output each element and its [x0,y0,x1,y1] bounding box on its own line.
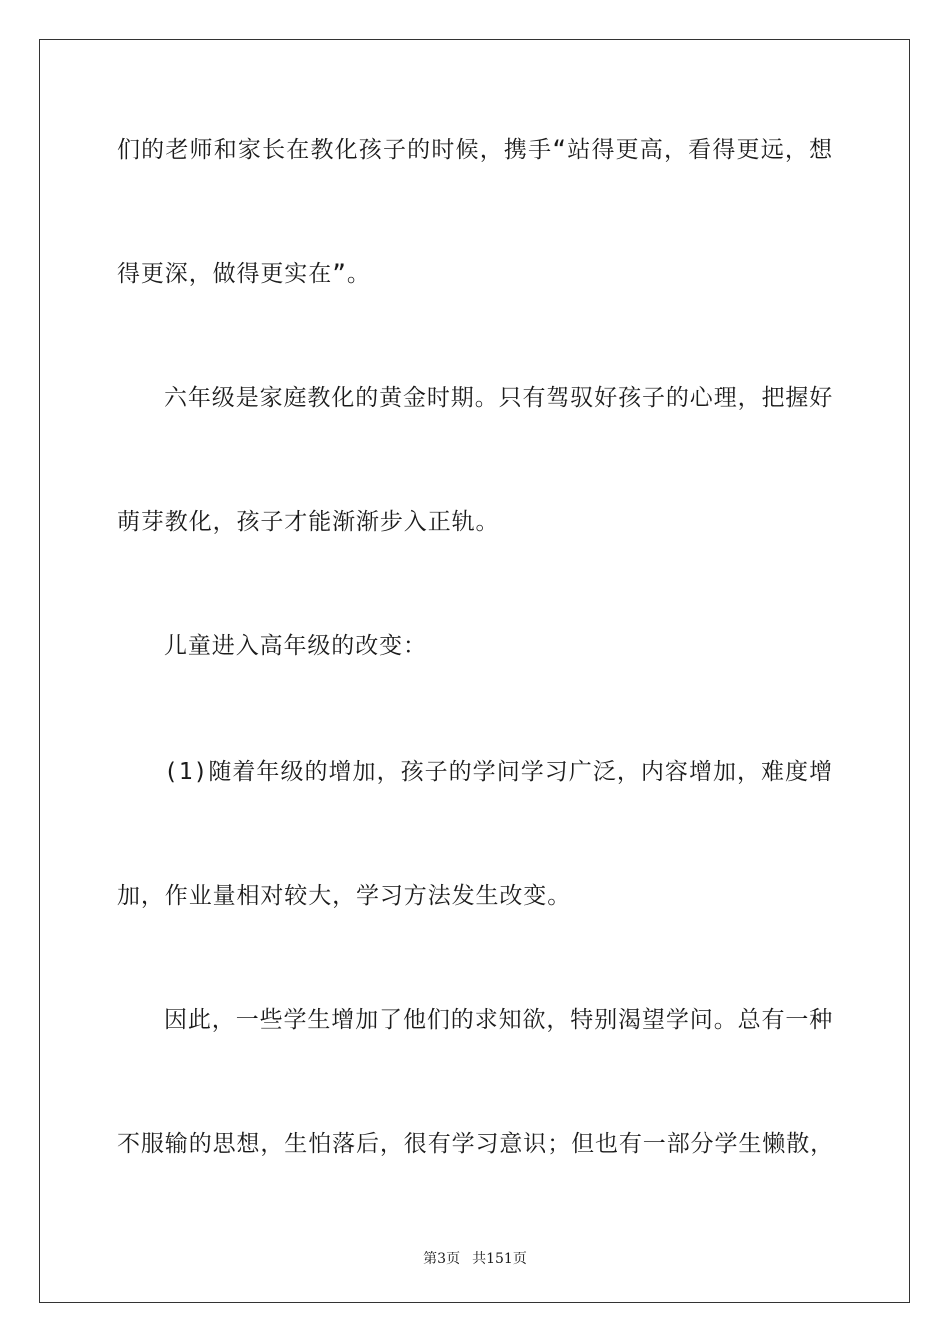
page-total: 共151页 [472,1251,527,1267]
text-line: (1)随着年级的增加，孩子的学问学习广泛，内容增加，难度增 [164,759,833,785]
text-line: 加，作业量相对较大，学习方法发生改变。 [117,883,572,909]
page-footer [0,1248,950,1268]
text-line: 因此，一些学生增加了他们的求知欲，特别渴望学问。总有一种 [164,1007,834,1033]
text-line: 六年级是家庭教化的黄金时期。只有驾驭好孩子的心理，把握好 [164,385,834,411]
page-border [39,39,910,1303]
text-line: 不服输的思想，生怕落后，很有学习意识；但也有一部分学生懒散， [117,1131,834,1157]
text-line: 儿童进入高年级的改变： [164,633,427,659]
page-number: 第3页 [423,1251,461,1267]
text-line: 们的老师和家长在教化孩子的时候，携手“站得更高，看得更远，想 [117,137,833,163]
text-line: 萌芽教化，孩子才能渐渐步入正轨。 [117,509,500,535]
text-line: 得更深，做得更实在”。 [117,261,371,287]
